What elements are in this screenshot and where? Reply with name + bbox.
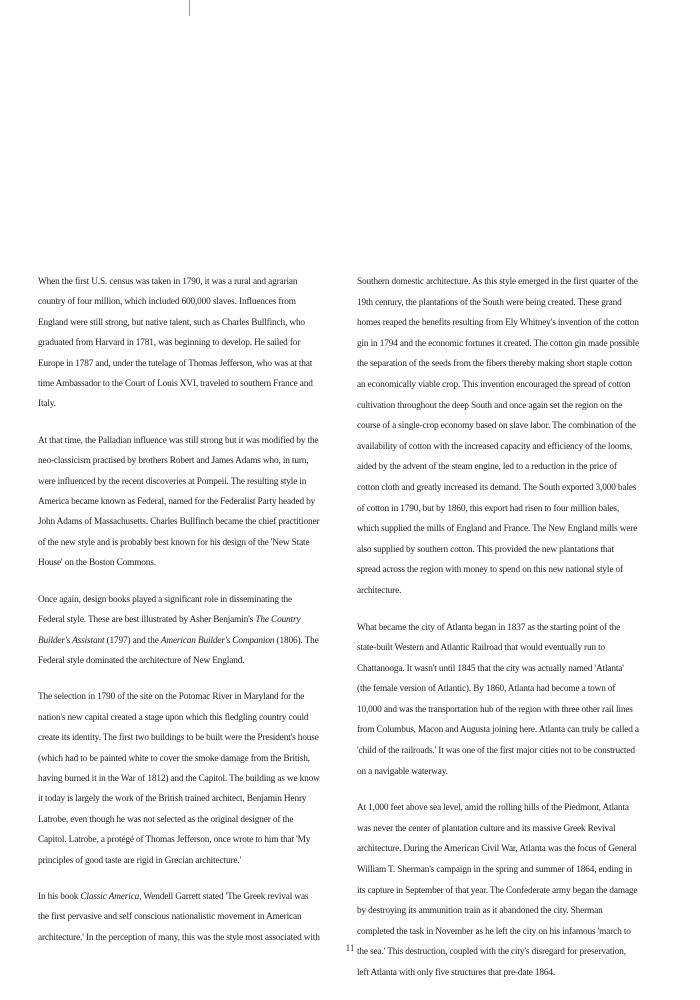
page-number: 11 xyxy=(345,943,355,953)
text-run: , Wendell Garrett stated 'The Greek revival was the first pervasive and self conscious nationalistic movement in American architecture.' In the perception of many, this was the style most associated with xyxy=(38,891,320,943)
crop-mark xyxy=(189,0,190,16)
paragraph-census: When the first U.S. census was taken in 1790, it was a rural and agrarian country of four million, which included 600,000 slaves. Influences from England were still strong, but native talent, such as Charles Bullfinch, who graduated from Harvard in 1781, was beginning to develop. He sailed for Europe in 1787 and, under the tutelage of Thomas Jefferson, who was at that time Ambassador to the Court of Louis XVI, traveled to southern France and Italy. xyxy=(38,277,313,410)
paragraph-atlanta-civil-war: At 1,000 feet above sea level, amid the rolling hills of the Piedmont, Atlanta was never the center of plantation culture and its massive Greek Revival architecture. During the American Civil War, Atlanta was the focus of General William T. Sherman's campaign in the spring and summer of 1864, ending in its capture in September of that year. The Confederate army began the damage by destroying its ammunition train as it abandoned the city. Sherman completed the task in November as he left the city on his infamous 'march to the sea.' This destruction, coupled with the city's disregard for preservation, left Atlanta with only five structures that pre-date 1864. xyxy=(357,803,638,978)
text-run: In his book xyxy=(38,891,81,902)
paragraph-design-books xyxy=(38,590,320,672)
text-run: Once again, design books played a significant role in disseminating the Federal style. These are best illustrated by Asher Benjamin's xyxy=(38,594,292,626)
paragraph-greek-revival xyxy=(38,887,320,948)
text-run: (1806). The Federal style dominated the architecture of New England. xyxy=(38,635,319,666)
right-column xyxy=(357,272,639,1000)
book-title: The Country Builder's Assistant xyxy=(38,615,301,646)
paragraph-atlanta-origins: What became the city of Atlanta began in 1837 as the starting point of the state-built Western and Atlantic Railroad that would eventually run to Chattanooga. It wasn't until 1845 that the city was actually named 'Atlanta' (the female version of Atlantic). By 1860, Atlanta had become a town of 10,000 and was the transportation hub of the region with three other rail lines from Columbus, Macon and Augusta joining here. Atlanta can truly be called a 'child of the railroads.' It was one of the first major cities not to be constructed on a navigable waterway. xyxy=(357,622,639,777)
paragraph-capital: The selection in 1790 of the site on the Potomac River in Maryland for the nation's new capital created a stage upon which this fledgling country could create its identity. The first two buildings to be built were the President's house (which had to be painted white to cover the smoke damage from the British, having burned it in the War of 1812) and the Capitol. The building as we know it today is largely the work of the British trained architect, Benjamin Henry Latrobe, even though he was not selected as the original designer of the Capitol. Latrobe, a protégé of Thomas Jefferson, once wrote to him that 'My principles of good taste are rigid in Grecian architecture.' xyxy=(38,692,320,866)
book-title: Classic America xyxy=(80,891,140,902)
paragraph-southern-architecture: Southern domestic architecture. As this style emerged in the first quarter of the 19th century, the plantations of the South were being created. These grand homes reaped the benefits resulting from Ely Whitney's invention of the cotton gin in 1794 and the economic fortunes it created. The cotton gin made possible the separation of the seeds from the fibers thereby making short staple cotton an economically viable crop. This invention encouraged the spread of cotton cultivation throughout the deep South and once again set the region on the course of a single-crop economy based on slave labor. The combination of the availability of cotton with the increased capacity and efficiency of the looms, aided by the advent of the steam engine, led to a reduction in the price of cotton cloth and greatly increased its demand. The South exported 3,000 bales of cotton in 1790, but by 1860, this export had risen to four million bales, which supplied the mills of England and France. The New England mills were also supplied by southern cotton. This provided the new plantations that spread across the region with money to spend on this new national style of architecture. xyxy=(357,277,639,596)
paragraph-federal-style: At that time, the Palladian influence was still strong but it was modified by the neo-classicism practised by brothers Robert and James Adams who, in turn, were influenced by the recent discoveries at Pompeii. The resulting style in America became known as Federal, named for the Federalist Party headed by John Adams of Massachusetts. Charles Bullfinch became the chief practitioner of the new style and is probably best known for his design of the 'New State House' on the Boston Commons. xyxy=(38,435,320,569)
book-title: American Builder's Companion xyxy=(160,635,275,646)
left-column xyxy=(38,272,320,964)
text-run: (1797) and the xyxy=(104,635,161,646)
